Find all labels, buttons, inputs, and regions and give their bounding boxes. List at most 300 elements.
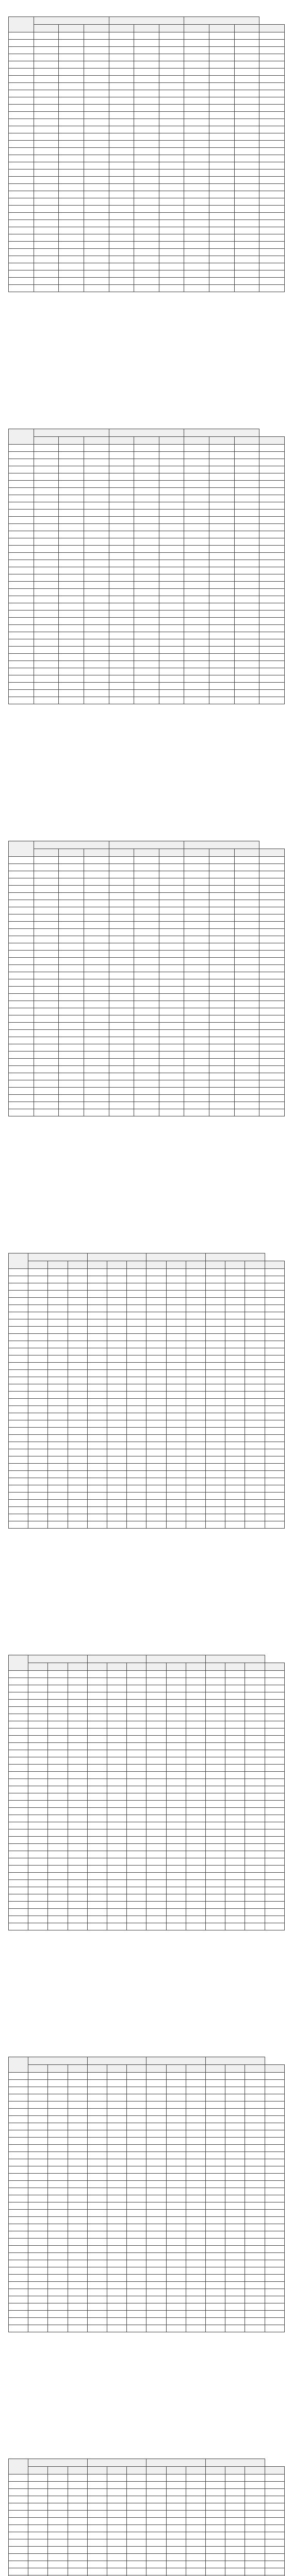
table-cell [134, 675, 159, 683]
table-cell [245, 2296, 265, 2303]
header-group-cell [184, 841, 259, 849]
table-cell [184, 69, 209, 76]
table-cell [84, 270, 109, 278]
table-cell [234, 119, 259, 126]
table-cell [107, 1507, 127, 1514]
row-label-cell [9, 191, 34, 198]
table-cell [107, 1779, 127, 1786]
table-cell [186, 1428, 205, 1435]
table-cell [48, 2123, 68, 2130]
table-cell [84, 1059, 109, 1066]
table-cell [186, 1844, 205, 1851]
table-cell [28, 2561, 48, 2568]
row-label-cell [9, 177, 34, 184]
table-cell [59, 929, 84, 936]
table-cell [234, 972, 259, 979]
table-cell [28, 1348, 48, 1355]
header-sub-cell [109, 849, 134, 857]
table-cell [166, 2482, 186, 2489]
table-cell [134, 1102, 159, 1109]
table-row [9, 1514, 285, 1521]
table-cell [166, 2094, 186, 2102]
table-cell [87, 1700, 107, 1707]
table-cell [146, 2489, 166, 2496]
table-cell [186, 1392, 205, 1399]
table-cell [209, 878, 235, 886]
row-label-cell [9, 2525, 28, 2532]
table-cell [265, 1671, 284, 1678]
table-cell [34, 625, 59, 632]
table-cell [107, 1909, 127, 1916]
table-row [9, 1312, 285, 1319]
table-cell [109, 47, 134, 54]
table-cell [34, 893, 59, 900]
table-cell [259, 1095, 285, 1102]
table-cell [109, 958, 134, 965]
table-cell [109, 90, 134, 97]
table-cell [84, 1095, 109, 1102]
row-label-cell [9, 1059, 34, 1066]
table-row [9, 1822, 285, 1829]
table-cell [87, 2246, 107, 2253]
table-cell [225, 2116, 245, 2123]
table-cell [109, 1015, 134, 1023]
table-cell [225, 2246, 245, 2253]
table-cell [225, 2289, 245, 2296]
table-cell [186, 1420, 205, 1428]
table-cell [34, 481, 59, 488]
header-group-cell [146, 1253, 206, 1261]
table-cell [159, 538, 184, 546]
table-cell [209, 582, 235, 589]
table-cell [184, 278, 209, 285]
table-cell [109, 1109, 134, 1116]
table-note [8, 704, 285, 706]
table-cell [259, 900, 285, 907]
table-cell [48, 1743, 68, 1750]
table-cell [184, 270, 209, 278]
table-cell [186, 2109, 205, 2116]
table-cell [159, 83, 184, 90]
table-cell [225, 1269, 245, 1276]
table-cell [68, 1493, 87, 1500]
table-row [9, 647, 285, 654]
table-cell [225, 1305, 245, 1312]
table-cell [259, 481, 285, 488]
table-cell [225, 1793, 245, 1801]
table-cell [245, 1894, 265, 1902]
table-cell [134, 878, 159, 886]
row-label-cell [9, 1073, 34, 1080]
table-cell [134, 625, 159, 632]
header-group-cell [34, 429, 109, 437]
table-cell [34, 647, 59, 654]
price-index-table [8, 841, 285, 1116]
row-label-cell [9, 1449, 28, 1456]
row-label-cell [9, 234, 34, 242]
row-label-cell [9, 2475, 28, 2482]
table-row [9, 1692, 285, 1700]
table-cell [259, 603, 285, 611]
table-cell [134, 1008, 159, 1015]
table-cell [245, 1464, 265, 1471]
table-cell [234, 560, 259, 567]
table-cell [166, 2325, 186, 2332]
table-cell [259, 170, 285, 177]
table-cell [206, 1478, 225, 1485]
table-cell [184, 589, 209, 596]
table-cell [245, 1916, 265, 1923]
table-cell [107, 2231, 127, 2239]
table-cell [209, 148, 235, 155]
table-cell [134, 886, 159, 893]
table-cell [265, 1456, 284, 1464]
table-cell [87, 1750, 107, 1757]
table-cell [234, 249, 259, 256]
table-cell [265, 2231, 284, 2239]
table-cell [166, 2188, 186, 2195]
row-label-cell [9, 481, 34, 488]
table-cell [265, 1765, 284, 1772]
table-cell [48, 1435, 68, 1442]
table-cell [225, 1428, 245, 1435]
row-label-cell [9, 2503, 28, 2511]
table-cell [68, 2174, 87, 2181]
table-cell [109, 668, 134, 675]
table-cell [134, 987, 159, 994]
row-label-cell [9, 242, 34, 249]
table-cell [127, 1887, 146, 1894]
row-label-cell [9, 162, 34, 170]
table-cell [245, 1384, 265, 1392]
table-cell [265, 1822, 284, 1829]
table-cell [225, 1721, 245, 1728]
table-cell [186, 1442, 205, 1449]
table-cell [159, 929, 184, 936]
table-cell [234, 227, 259, 234]
table-cell [186, 1858, 205, 1866]
row-label-cell [9, 1283, 28, 1291]
header-sub-cell [127, 2467, 146, 2475]
table-cell [34, 445, 59, 452]
table-cell [225, 1384, 245, 1392]
table-cell [59, 69, 84, 76]
table-cell [28, 1837, 48, 1844]
table-cell [245, 2174, 265, 2181]
table-cell [84, 1102, 109, 1109]
row-label-cell [9, 546, 34, 553]
table-cell [87, 1456, 107, 1464]
table-cell [109, 148, 134, 155]
table-cell [225, 1815, 245, 1822]
table-cell [34, 256, 59, 263]
table-cell [48, 2130, 68, 2138]
table-cell [159, 560, 184, 567]
table-cell [184, 234, 209, 242]
table-cell [34, 452, 59, 459]
table-cell [59, 900, 84, 907]
table-cell [107, 1721, 127, 1728]
table-cell [234, 979, 259, 987]
table-cell [184, 227, 209, 234]
table-cell [28, 1413, 48, 1420]
table-cell [34, 466, 59, 473]
table-cell [134, 517, 159, 524]
table-cell [186, 1721, 205, 1728]
table-cell [84, 32, 109, 40]
table-cell [34, 958, 59, 965]
table-cell [109, 1037, 134, 1044]
table-cell [265, 1478, 284, 1485]
table-row [9, 2231, 285, 2239]
table-row [9, 227, 285, 234]
table-cell [184, 213, 209, 220]
row-label-cell [9, 2202, 28, 2210]
table-cell [68, 1902, 87, 1909]
header-sub-cell [209, 25, 235, 32]
table-cell [225, 1435, 245, 1442]
table-cell [59, 1066, 84, 1073]
table-cell [109, 546, 134, 553]
table-cell [159, 54, 184, 61]
table-cell [245, 1866, 265, 1873]
table-row [9, 1348, 285, 1355]
row-label-cell [9, 871, 34, 878]
table-cell [68, 1514, 87, 1521]
table-cell [107, 1298, 127, 1305]
table-row [9, 864, 285, 871]
table-cell [206, 1894, 225, 1902]
table-cell [166, 2174, 186, 2181]
table-cell [107, 1456, 127, 1464]
table-cell [166, 1269, 186, 1276]
table-cell [109, 466, 134, 473]
table-cell [87, 1880, 107, 1887]
table-cell [28, 1305, 48, 1312]
table-cell [245, 1923, 265, 1930]
table-cell [186, 1685, 205, 1692]
table-row [9, 2210, 285, 2217]
table-cell [186, 1829, 205, 1837]
table-cell [84, 936, 109, 943]
table-cell [166, 1851, 186, 1858]
table-cell [184, 893, 209, 900]
table-cell [259, 864, 285, 871]
header-corner-cell [9, 429, 34, 445]
table-row [9, 495, 285, 502]
table-cell [159, 502, 184, 510]
table-cell [245, 2318, 265, 2325]
table-cell [84, 553, 109, 560]
table-cell [127, 1334, 146, 1341]
table-cell [259, 922, 285, 929]
table-cell [127, 2503, 146, 2511]
table-cell [59, 278, 84, 285]
table-cell [87, 1514, 107, 1521]
table-cell [184, 1015, 209, 1023]
table-cell [186, 1743, 205, 1750]
table-cell [84, 227, 109, 234]
header-sub-cell [134, 849, 159, 857]
table-row [9, 2296, 285, 2303]
table-row [9, 857, 285, 864]
table-cell [146, 1757, 166, 1765]
table-cell [166, 2210, 186, 2217]
row-label-cell [9, 133, 34, 141]
table-cell [234, 857, 259, 864]
table-cell [259, 126, 285, 133]
row-label-cell [9, 1714, 28, 1721]
table-cell [265, 1507, 284, 1514]
table-cell [186, 1786, 205, 1793]
table-cell [68, 2282, 87, 2289]
header-corner-cell [9, 2057, 28, 2073]
table-cell [68, 2130, 87, 2138]
row-label-cell [9, 2482, 28, 2489]
table-cell [134, 589, 159, 596]
table-cell [28, 2303, 48, 2311]
table-cell [245, 1765, 265, 1772]
table-cell [48, 2282, 68, 2289]
table-cell [107, 1493, 127, 1500]
table-cell [245, 1887, 265, 1894]
table-cell [225, 1355, 245, 1363]
table-cell [134, 40, 159, 47]
table-cell [107, 1269, 127, 1276]
price-index-table [8, 1655, 285, 1930]
row-label-cell [9, 1779, 28, 1786]
table-cell [48, 2532, 68, 2539]
table-cell [34, 263, 59, 270]
table-cell [166, 2166, 186, 2174]
table-cell [107, 1916, 127, 1923]
table-note [8, 2332, 285, 2334]
table-row [9, 1030, 285, 1037]
table-cell [87, 1858, 107, 1866]
table-cell [259, 914, 285, 922]
table-cell [68, 2275, 87, 2282]
table-cell [245, 2489, 265, 2496]
table-cell [234, 184, 259, 191]
table-cell [184, 871, 209, 878]
row-label-cell [9, 979, 34, 987]
table-cell [184, 639, 209, 647]
table-cell [265, 1728, 284, 1736]
table-cell [48, 2318, 68, 2325]
table-cell [146, 2289, 166, 2296]
row-label-cell [9, 97, 34, 105]
row-label-cell [9, 54, 34, 61]
table-cell [245, 1514, 265, 1521]
table-cell [68, 1348, 87, 1355]
header-sub-cell [159, 25, 184, 32]
table-row [9, 1363, 285, 1370]
table-cell [209, 958, 235, 965]
table-cell [146, 2116, 166, 2123]
table-cell [84, 632, 109, 639]
table-cell [166, 1355, 186, 1363]
table-cell [259, 951, 285, 958]
table-cell [84, 481, 109, 488]
table-cell [206, 1815, 225, 1822]
table-cell [184, 1023, 209, 1030]
table-cell [234, 263, 259, 270]
table-cell [234, 1066, 259, 1073]
table-cell [166, 1858, 186, 1866]
table-cell [206, 2539, 225, 2547]
table-cell [109, 1102, 134, 1109]
table-cell [234, 647, 259, 654]
table-row [9, 1464, 285, 1471]
table-cell [186, 2475, 205, 2482]
table-cell [87, 2311, 107, 2318]
table-cell [107, 1873, 127, 1880]
table-cell [206, 2231, 225, 2239]
table-cell [225, 2303, 245, 2311]
table-cell [265, 2087, 284, 2094]
table-row [9, 170, 285, 177]
table-cell [206, 2224, 225, 2231]
table-cell [184, 857, 209, 864]
table-cell [245, 2159, 265, 2166]
table-cell [84, 213, 109, 220]
table-cell [184, 452, 209, 459]
row-label-cell [9, 1030, 34, 1037]
table-cell [59, 632, 84, 639]
table-cell [186, 1334, 205, 1341]
table-cell [28, 2087, 48, 2094]
table-subheader-row [9, 849, 285, 857]
table-cell [28, 2489, 48, 2496]
table-cell [186, 1485, 205, 1493]
table-cell [186, 2325, 205, 2332]
table-cell [206, 2202, 225, 2210]
table-cell [206, 1312, 225, 1319]
table-cell [34, 184, 59, 191]
table-cell [127, 1283, 146, 1291]
table-cell [48, 1678, 68, 1685]
table-cell [225, 1485, 245, 1493]
table-cell [265, 1413, 284, 1420]
table-cell [59, 546, 84, 553]
table-row [9, 1493, 285, 1500]
table-cell [109, 452, 134, 459]
table-cell [28, 2318, 48, 2325]
header-sub-cell [146, 1663, 166, 1671]
table-row [9, 1044, 285, 1052]
table-row [9, 1269, 285, 1276]
row-label-cell [9, 126, 34, 133]
table-cell [225, 1420, 245, 1428]
table-cell [206, 1428, 225, 1435]
table-cell [245, 1442, 265, 1449]
header-sub-cell [186, 1261, 205, 1269]
row-label-cell [9, 1456, 28, 1464]
table-cell [68, 1363, 87, 1370]
table-cell [107, 1736, 127, 1743]
table-cell [209, 517, 235, 524]
table-cell [166, 1750, 186, 1757]
row-label-cell [9, 1887, 28, 1894]
row-label-cell [9, 119, 34, 126]
table-row [9, 177, 285, 184]
table-cell [159, 1037, 184, 1044]
table-cell [127, 2195, 146, 2202]
row-label-cell [9, 213, 34, 220]
table-cell [134, 611, 159, 618]
table-cell [68, 1837, 87, 1844]
table-cell [107, 1750, 127, 1757]
